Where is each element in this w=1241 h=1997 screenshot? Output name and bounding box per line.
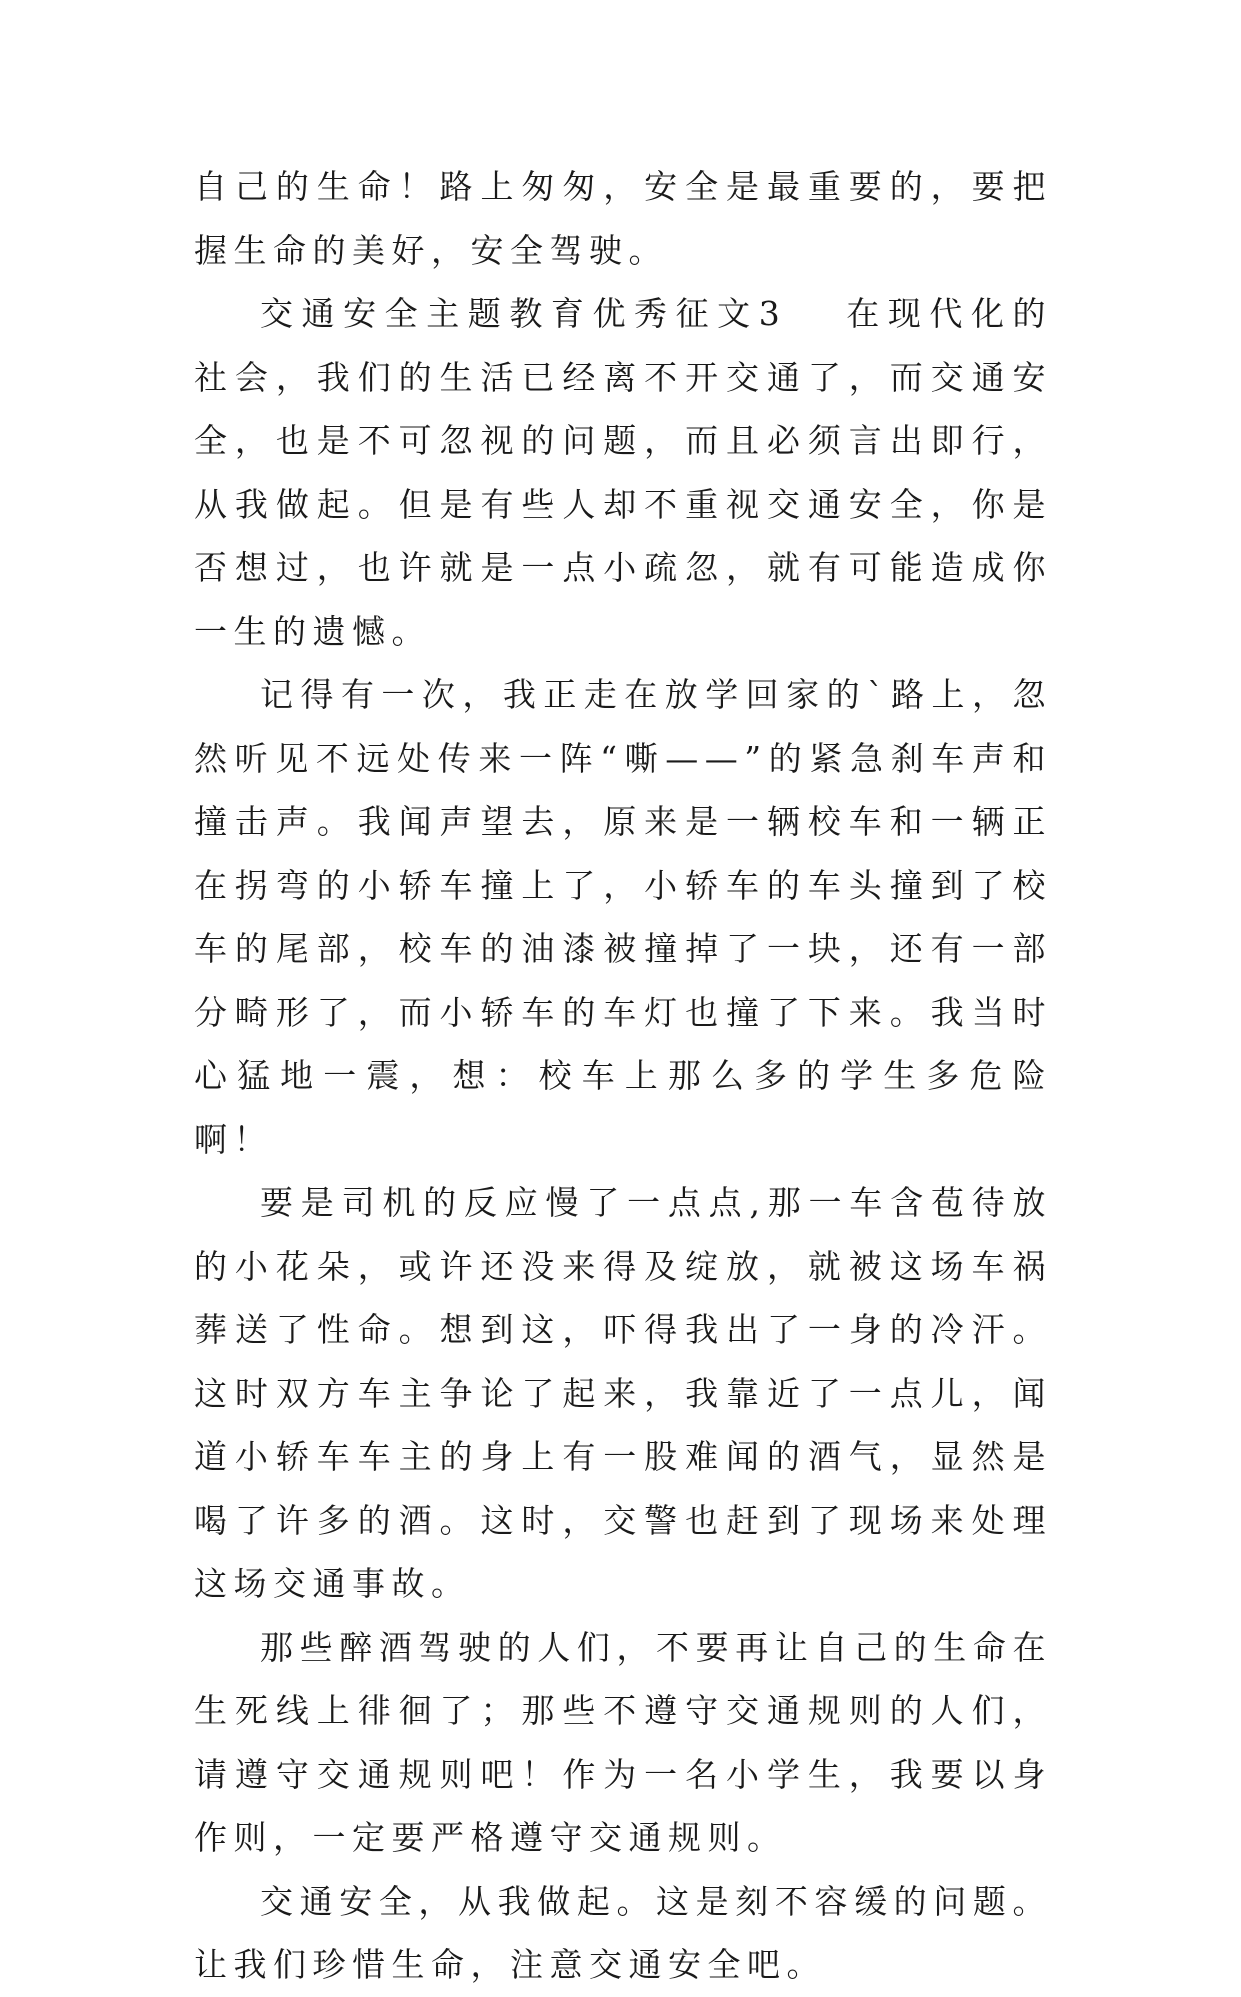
intro-text: 在现代化的社会，我们的生活已经离不开交通了，而交通安全，也是不可忽视的问题，而且必须言出即行，从我做起。但是有些人却不重视交通安全，你是否想过，也许就是一点小疏忽，就有可能造成你一生的遗憾。 <box>194 294 1052 651</box>
paragraph-appeal: 那些醉酒驾驶的人们，不要再让自己的生命在生死线上徘徊了；那些不遵守交通规则的人们，请遵守交通规则吧！作为一名小学生，我要以身作则，一定要严格遵守交通规则。 <box>194 1627 1052 1857</box>
paragraph-driver: 要是司机的反应慢了一点点,那一车含苞待放的小花朵，或许还没来得及绽放，就被这场车祸葬送了性命。想到这，吓得我出了一身的冷汗。这时双方车主争论了起来，我靠近了一点儿，闻道小轿车车主的身上有一股难闻的酒气，显然是喝了许多的酒。这时，交警也赶到了现场来处理这场交通事故。 <box>194 1183 1052 1603</box>
paragraph-closing: 交通安全，从我做起。这是刻不容缓的问题。让我们珍惜生命，注意交通安全吧。 <box>194 1881 1052 1984</box>
paragraph-memory: 记得有一次，我正走在放学回家的`路上，忽然听见不远处传来一阵“嘶——”的紧急刹车声和撞击声。我闻声望去，原来是一辆校车和一辆正在拐弯的小轿车撞上了，小轿车的车头撞到了校车的尾部，校车的油漆被撞掉了一块，还有一部分畸形了，而小轿车的车灯也撞了下来。我当时心猛地一震，想：校车上那么多的学生多危险啊！ <box>194 675 1052 1159</box>
essay-body <box>194 155 1052 1997</box>
paragraph-title-intro <box>194 282 1052 663</box>
essay-title: 交通安全主题教育优秀征文3 <box>260 294 787 333</box>
paragraph-continuation: 自己的生命！路上匆匆，安全是最重要的，要把握生命的美好，安全驾驶。 <box>194 167 1052 270</box>
